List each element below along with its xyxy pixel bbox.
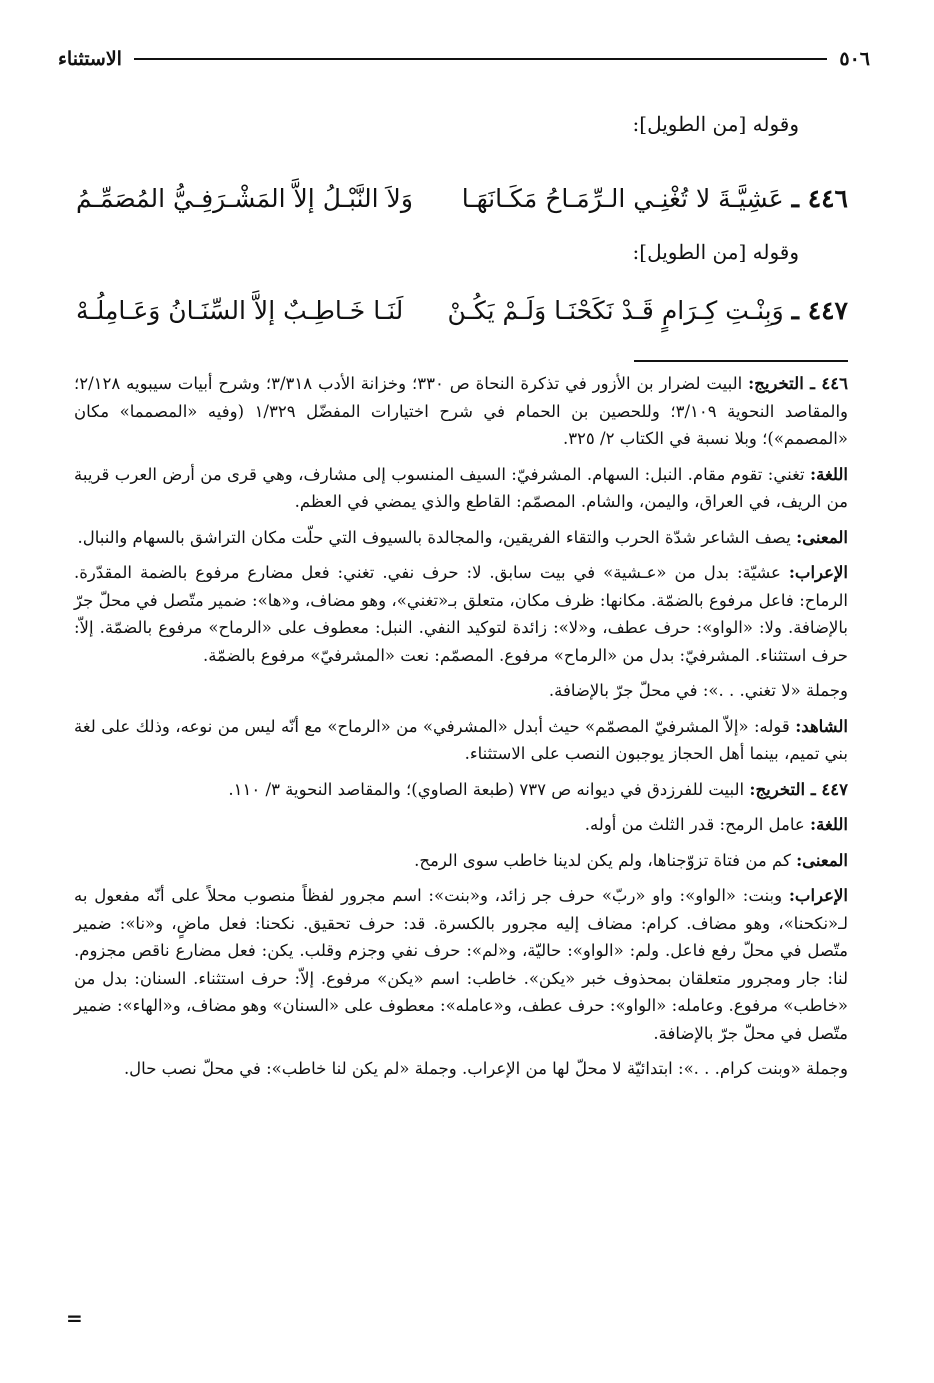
note-447-lugha-label: اللغة: [810, 815, 848, 834]
note-446-irab-label: الإعراب: [788, 563, 848, 582]
verse-446-first-hemistich-group [462, 184, 848, 213]
note-446-irab [74, 559, 848, 669]
verse-447-first-hemistich: وَبِنْـتِ كِـرَامٍ قَـدْ نَكَحْنَـا وَلَـمْ يَكُـنْ [447, 295, 784, 325]
verse-446-first-hemistich: عَشِيَّـةَ لا تُغْنِـي الـرِّمَـاحُ مَكَـانَهَـا [461, 183, 784, 213]
note-446-lugha-label: اللغة: [810, 464, 849, 484]
note-446-lugha [74, 461, 848, 516]
note-447-takhrij [74, 776, 848, 804]
note-447-lugha-text: عامل الرمح: قدر الثلث من أوله. [584, 815, 805, 834]
footnote-separator [634, 360, 848, 362]
note-446-takhrij [74, 370, 848, 453]
continuation-mark: = [66, 1306, 83, 1330]
note-447-irab [74, 882, 848, 1047]
note-446-lugha-text: تغني: تقوم مقام. النبل: السهام. المشرفيّ: السيف المنسوب إلى مشارف، وهي قرى من أرض العرب قريبة من الريف، في العراق، واليمن، والشام. المصمّم: القاطع والذي يمضي في العظم. [74, 464, 848, 511]
note-447-takhrij-text: البيت للفرزدق في ديوانه ص ٧٣٧ (طبعة الصاوي)؛ والمقاصد النحوية ٣/ ١١٠. [228, 779, 745, 799]
note-447-takhrij-label: ٤٤٧ ـ التخريج: [749, 779, 848, 799]
chapter-title: الاستثناء [58, 48, 122, 70]
note-446-shahid-text: قوله: «إلاّ المشرفيّ المصمّم» حيث أبدل «المشرفي» من «الرماح» مع أنّه ليس من نوعه، وذلك على لغة بني تميم، بينما أهل الحجاز يوجبون النصب على الاستثناء. [74, 716, 848, 763]
running-header [58, 44, 870, 74]
note-447-irab-text: وبنت: «الواو»: واو «ربّ» حرف جر زائد، و«بنت»: اسم مجرور لفظاً منصوب محلاً على أنّه مفعول به لـ«نكحنا»، وهو مضاف. كرام: مضاف إليه مجرور بالكسرة. قد: حرف تحقيق. نكحنا: فعل ماضٍ، و«نا»: ضمير متّصل في محلّ رفع فاعل. ولم: «الواو»: حاليّة، و«لم»: حرف نفي وجزم وقلب. يكن: فعل مضارع ناقص مجزوم. لنا: جار ومجرور متعلقان بمحذوف خبر «يكن». خاطب: اسم «يكن» مرفوع. إلاّ: حرف استثناء. السنان: بدل من «خاطب» مرفوع. وعامله: «الواو»: حرف عطف، و«عامله»: معطوف على «السنان» وهو مضاف، و«الهاء»: ضمير متّصل في محلّ جرّ بالإضافة. [74, 886, 848, 1043]
verse-446-second-hemistich: وَلاَ النَّبْـلُ إلاَّ المَشْـرَفِـيُّ المُصَمِّـمُ [76, 183, 413, 213]
note-446-mana-label: المعنى: [796, 527, 848, 547]
verse-447-number: ٤٤٧ ـ [791, 295, 848, 325]
note-447-mana-label: المعنى: [796, 850, 848, 870]
note-446-takhrij-text: البيت لضرار بن الأزور في تذكرة النحاة ص ٣٣٠؛ وخزانة الأدب ٣/٣١٨؛ وشرح أبيات سيبويه ٢/١٢٨؛ والمقاصد النحوية ٣/١٠٩؛ وللحصين بن الحمام في شرح اختيارات المفضّل ١/٣٢٩ (وفيه «المصمما» مكان «المصمم»)؛ وبلا نسبة في الكتاب ٢/ ٣٢٥. [74, 374, 849, 448]
commentary [74, 370, 848, 1091]
verse-446 [76, 176, 848, 220]
verse-447-second-hemistich: لَنَـا خَـاطِـبٌ إلاَّ السِّنَـانُ وَعَـامِلُـهْ [76, 295, 404, 325]
note-447-irab-label: الإعراب: [788, 886, 848, 905]
note-446-jumla: وجملة «لا تغني. . .»: في محلّ جرّ بالإضافة. [548, 681, 848, 700]
note-446-irab-text: عشيّة: بدل من «عـشية» في بيت سابق. لا: حرف نفي. تغني: فعل مضارع مرفوع بالضمة المقدّرة. الرماح: فاعل مرفوع بالضمّة. مكانها: ظرف مكان، متعلق بـ«تغني»، وهو مضاف، و«ها»: ضمير متّصل في محلّ جرّ بالإضافة. ولا: «الواو»: حرف عطف، و«لا»: زائدة لتوكيد النفي. النبل: معطوف على «الرماح» مرفوع بالضمّة. إلاّ: حرف استثناء. المشرفيّ: بدل من «الرماح» مرفوع. المصمّم: نعت «المشرفيّ» مرفوع بالضمّة. [74, 563, 848, 665]
note-447-jumla: وجملة «وبنت كرام. . .»: ابتدائيّة لا محلّ لها من الإعراب. وجملة «لم يكن لنا خاطب»: في محلّ نصب حال. [123, 1059, 848, 1078]
page-number: ٥٠٦ [839, 48, 870, 70]
verse-447 [76, 288, 848, 332]
note-446-mana [74, 524, 848, 552]
verse-446-number: ٤٤٦ ـ [791, 183, 848, 213]
note-446-mana-text: يصف الشاعر شدّة الحرب والتقاء الفريقين، والمجالدة بالسيوف التي حلّت مكان التراشق بالسهام والنبال. [77, 527, 791, 547]
note-447-mana [74, 847, 848, 875]
verse-446-intro: وقوله [من الطويل]: [632, 112, 799, 136]
verse-447-intro: وقوله [من الطويل]: [632, 240, 799, 264]
note-447-mana-text: كم من فتاة تزوّجناها، ولم يكن لدينا خاطب سوى الرمح. [414, 850, 791, 870]
note-446-shahid-label: الشاهد: [795, 716, 848, 736]
header-rule [134, 58, 827, 60]
note-446-takhrij-label: ٤٤٦ ـ التخريج: [748, 374, 848, 393]
verse-447-first-hemistich-group [447, 296, 848, 325]
note-446-shahid [74, 713, 848, 768]
note-447-lugha [74, 811, 848, 839]
